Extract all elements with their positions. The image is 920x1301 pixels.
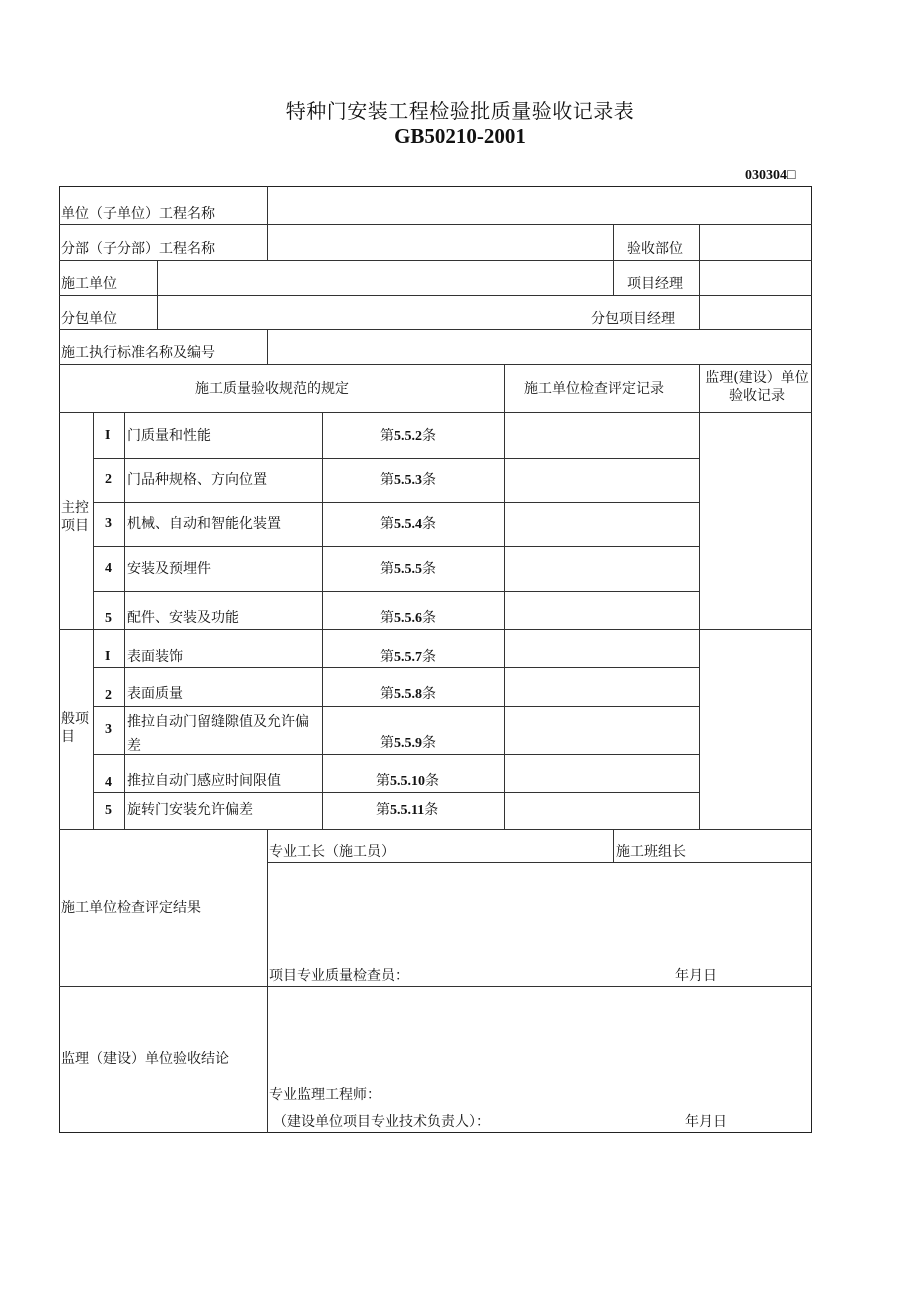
unit-project-name-label: 单位（子单位）工程名称: [61, 206, 215, 222]
standard-name-label: 施工执行标准名称及编号: [61, 345, 215, 361]
form-code-number: 030304: [745, 168, 787, 183]
supervisor-label: 专业监理工程师：: [269, 1087, 381, 1103]
main-items-label: 主控项目: [61, 500, 89, 534]
main-item-no: 5: [105, 611, 112, 626]
main-item-name: 配件、安装及功能: [127, 610, 239, 626]
date-label: 年月日: [675, 968, 717, 984]
main-item-name: 门质量和性能: [127, 428, 211, 444]
general-item-name: 旋转门安装允许偏差: [127, 802, 253, 818]
general-item-no: 4: [105, 775, 112, 790]
project-manager-label: 项目经理: [627, 276, 683, 292]
form-title: 特种门安装工程检验批质量验收记录表: [285, 99, 635, 123]
construction-unit-label: 施工单位: [61, 276, 117, 292]
form-code-checkbox[interactable]: □: [787, 168, 796, 183]
general-item-no: 2: [105, 688, 112, 703]
standard-code: GB50210-2001: [394, 124, 526, 148]
general-item-name: 推拉自动门感应时间限值: [127, 773, 281, 789]
general-item-no: 3: [105, 722, 112, 737]
general-item-name: 推拉自动门留缝隙值及允许偏差: [127, 714, 309, 754]
general-item-no: 5: [105, 803, 112, 818]
main-item-name: 门品种规格、方向位置: [127, 472, 267, 488]
main-item-clause: 第5.5.4条: [380, 516, 436, 532]
form-code: [745, 168, 795, 184]
subcontract-pm-label: 分包项目经理: [591, 311, 675, 327]
general-item-clause: 第5.5.11条: [376, 802, 439, 818]
general-item-no: I: [105, 649, 111, 664]
main-item-no: 2: [105, 472, 112, 487]
general-item-clause: 第5.5.8条: [380, 686, 436, 702]
main-item-no: 3: [105, 516, 112, 531]
foreman-label: 专业工长（施工员）: [269, 844, 395, 860]
supervision-record-column-header: 监理(建设）单位验收记录: [705, 370, 809, 404]
spec-column-header: 施工质量验收规范的规定: [195, 381, 349, 397]
check-record-column-header: 施工单位检查评定记录: [524, 381, 664, 397]
main-item-name: 机械、自动和智能化装置: [127, 516, 281, 532]
supervision-conclusion-label: 监理（建设）单位验收结论: [61, 1051, 229, 1067]
acceptance-part-label: 验收部位: [627, 241, 683, 257]
main-item-clause: 第5.5.3条: [380, 472, 436, 488]
main-item-clause: 第5.5.5条: [380, 561, 436, 577]
general-item-clause: 第5.5.10条: [376, 773, 439, 789]
general-item-clause: 第5.5.9条: [380, 735, 436, 751]
general-items-label: 般项目: [61, 711, 89, 745]
subcontract-unit-label: 分包单位: [61, 311, 117, 327]
general-item-name: 表面装饰: [127, 649, 183, 665]
owner-rep-label: （建设单位项目专业技术负责人）：: [273, 1114, 490, 1130]
main-item-no: 4: [105, 561, 112, 576]
sub-project-name-label: 分部（子分部）工程名称: [61, 241, 215, 257]
team-leader-label: 施工班组长: [616, 844, 686, 860]
main-item-clause: 第5.5.6条: [380, 610, 436, 626]
main-item-name: 安装及预埋件: [127, 561, 211, 577]
main-item-clause: 第5.5.2条: [380, 428, 436, 444]
check-result-label: 施工单位检查评定结果: [61, 900, 201, 916]
qc-inspector-label: 项目专业质量检查员：: [269, 968, 409, 984]
general-item-name: 表面质量: [127, 686, 183, 702]
general-item-clause: 第5.5.7条: [380, 649, 436, 665]
date-label: 年月日: [685, 1114, 727, 1130]
main-item-no: I: [105, 428, 111, 443]
